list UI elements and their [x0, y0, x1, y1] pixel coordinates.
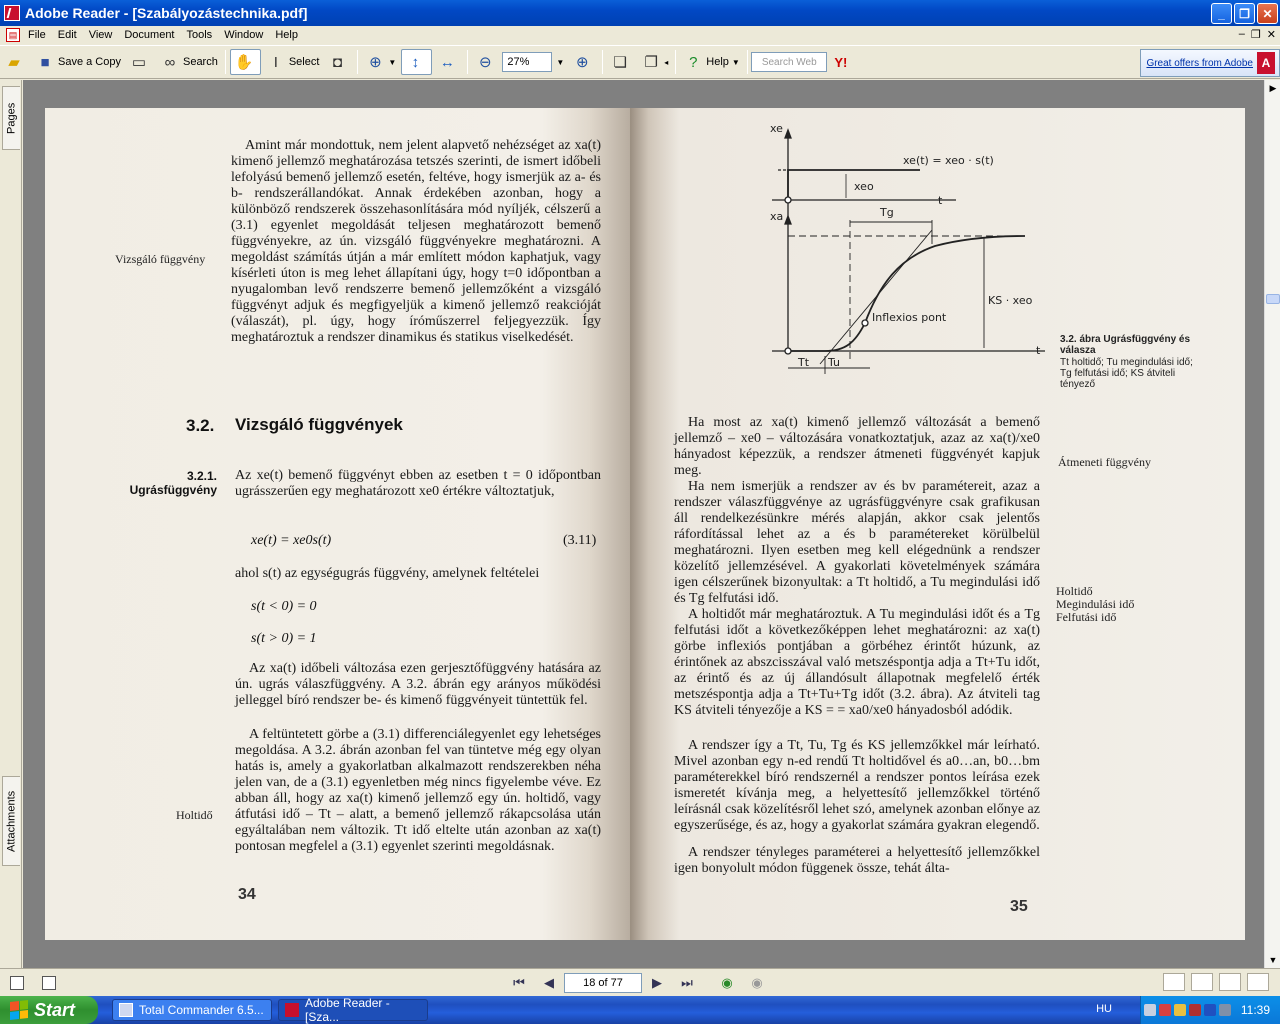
- search-button[interactable]: [157, 49, 221, 75]
- select-tool-button[interactable]: [263, 49, 323, 75]
- separator: [357, 50, 358, 74]
- inflection-point: [862, 320, 868, 326]
- fit-width-icon: ↔: [439, 53, 455, 71]
- zoom-tool-button[interactable]: [362, 49, 399, 75]
- network-icon[interactable]: [1144, 1004, 1156, 1016]
- shield-icon[interactable]: [1159, 1004, 1171, 1016]
- left-page: [45, 108, 630, 940]
- origin-point-bottom: [785, 348, 791, 354]
- drive-icon[interactable]: [1219, 1004, 1231, 1016]
- camera-icon: ◘: [332, 53, 342, 71]
- navigation-pane: [0, 80, 22, 968]
- zoom-dropdown-icon[interactable]: ▼: [556, 57, 565, 67]
- zoom-in-button[interactable]: [569, 49, 598, 75]
- left-para-2: Az xe(t) bemenő függvényt ebben az esetben t = 0 időpontban ugrásszerűen egy meghatározott xe0 értékre változtatjuk,: [235, 468, 601, 499]
- antivirus-icon[interactable]: [1189, 1004, 1201, 1016]
- restore-button[interactable]: ❐: [1234, 3, 1255, 24]
- attachments-tab[interactable]: Attachments: [2, 776, 20, 866]
- folder-open-icon: ▰: [8, 54, 20, 71]
- nav-pane-toggle-icon[interactable]: [10, 976, 24, 990]
- adobe-reader-icon: [4, 5, 20, 21]
- options-icon[interactable]: [42, 976, 56, 990]
- fig-label-equation: xe(t) = xeo · s(t): [903, 154, 994, 167]
- margin-note-vizsgalo: Vizsgáló függvény: [115, 252, 206, 266]
- system-tray: [1140, 996, 1280, 1024]
- scroll-down-icon[interactable]: ▼: [1268, 955, 1278, 965]
- fit-width-button[interactable]: [434, 49, 463, 75]
- tangent-line: [820, 230, 932, 364]
- zoom-out-button[interactable]: [472, 49, 501, 75]
- menu-bar: [0, 26, 1280, 44]
- fig-label-inflexios: Inflexios pont: [872, 311, 947, 324]
- page-number-input[interactable]: 18 of 77: [564, 973, 642, 993]
- fig-label-tg: Tg: [880, 206, 894, 219]
- left-para-1: Amint már mondottuk, nem jelent alapvető nehézséget az xa(t) kimenő jellemző meghatározása tetszés szerinti, de ismert időbeli lefolyású bemenő jellemző esetén, feltéve, hogy ismerjük az a- és b- rendszerállandókat. Annak érdekében azonban, hogy a különböző rendszerek összehasonlítására mód nyíljék, célszerű a (3.1) egyenlet megoldását teljesen meghatározott bemenő függvényekre, az ún. vizsgáló függvényekre meghatározni. A megoldást számítás útján a már említett módon kaphatjuk, vagy kísérleti úton is meg lehet állapítani úgy, hogy t=0 időpontban a nyugalomban levő rendszerre bemenő jellemzőként a vizsgáló függvényt adjuk és megfigyeljük a kimenő jellemző reakcióját (válaszát), pl. úgy, hogy íróműszerrel feljegyezzük. Így meghatároztuk a rendszer dinamikus és statikus viselkedését.: [231, 138, 601, 345]
- vertical-scrollbar[interactable]: [1264, 80, 1280, 968]
- pages-icon: ❐: [644, 54, 658, 71]
- floppy-icon: ■: [40, 53, 50, 71]
- page-rotate-icon: ❏: [613, 54, 627, 71]
- equation-s-neg: s(t < 0) = 0: [251, 599, 317, 614]
- taskbar: [0, 996, 1280, 1024]
- binoculars-icon: ∞: [164, 53, 176, 71]
- margin-note-holtido-group: Holtidő Megindulási idő Felfutási idő: [1056, 584, 1135, 624]
- hand-icon: ✋: [234, 54, 254, 71]
- print-button[interactable]: [126, 49, 155, 75]
- menu-help[interactable]: Help: [275, 29, 298, 41]
- continuous-facing-layout-button[interactable]: [1247, 973, 1269, 991]
- menu-tools[interactable]: Tools: [186, 29, 213, 41]
- fig-label-ks: KS · xeo: [988, 294, 1033, 307]
- back-view-button[interactable]: ◉: [721, 975, 733, 990]
- plus-circle-icon: ⊕: [575, 54, 589, 71]
- figure-caption-title: 3.2. ábra Ugrásfüggvény és válasza: [1060, 334, 1191, 356]
- windows-logo-icon: [10, 1000, 28, 1020]
- start-button[interactable]: [0, 996, 98, 1024]
- margin-note-atmeneti: Átmeneti függvény: [1058, 455, 1151, 469]
- menu-view[interactable]: View: [88, 29, 113, 41]
- fit-page-button[interactable]: [401, 49, 432, 75]
- minimize-button[interactable]: _: [1211, 3, 1232, 24]
- bluetooth-icon[interactable]: [1204, 1004, 1216, 1016]
- menu-window[interactable]: Window: [224, 29, 264, 41]
- fig-label-xeo: xeo: [854, 180, 874, 193]
- equation-s-pos: s(t > 0) = 1: [251, 631, 317, 646]
- printer-icon: ▭: [131, 54, 147, 71]
- fig-label-t-top: t: [938, 194, 943, 207]
- menu-file[interactable]: File: [28, 29, 46, 41]
- save-copy-label: Save a Copy: [58, 56, 121, 68]
- page-spread: [45, 108, 1245, 940]
- left-para-3: ahol s(t) az egységugrás függvény, amelynek feltételei: [235, 566, 540, 581]
- equation-3-11: xe(t) = xe0s(t): [251, 533, 332, 548]
- right-page: [630, 108, 1245, 940]
- right-para-5: A rendszer tényleges paraméterei a helyettesítő jellemzőkkel igen bonyolult módon függenek össze, tehát álta-: [674, 845, 1040, 876]
- doc-restore-icon[interactable]: ❐: [1250, 29, 1261, 41]
- total-commander-icon: [119, 1003, 133, 1017]
- toolbar: [0, 45, 1280, 79]
- help-button[interactable]: [680, 49, 743, 75]
- right-para-3: A holtidőt már meghatároztuk. A Tu megindulási időt és a Tg felfutási időt a következőképpen lehet meghatározni: az xa(t) görbe inflexiós pontjában a görbéhez érintőt húzunk, az érintőnek az abszcisszával való metszéspontja adja a Tt+Tu időt, az érintő és az új állandósult állapotnak megfelelő érték metszéspontja adja a Tt+Tu+Tg időt (3.2. ábra). Az átviteli tag KS átviteli tényezője a KS = = xa0/xe0 hányadosból adódik.: [674, 607, 1040, 718]
- forward-view-button[interactable]: ◉: [751, 975, 763, 990]
- task-label-total-commander: Total Commander 6.5...: [139, 1003, 264, 1017]
- title-bar[interactable]: [0, 0, 1280, 26]
- doc-close-icon[interactable]: ✕: [1266, 29, 1276, 41]
- snapshot-button[interactable]: [324, 49, 353, 75]
- facing-layout-button[interactable]: [1219, 973, 1241, 991]
- menu-edit[interactable]: Edit: [57, 29, 77, 41]
- fig-label-t-bottom: t: [1036, 344, 1041, 357]
- minus-circle-icon: ⊖: [479, 54, 492, 71]
- search-web-input[interactable]: Search Web: [751, 52, 827, 72]
- xe-arrow: [785, 130, 791, 138]
- separator: [602, 50, 603, 74]
- clock[interactable]: 11:39: [1240, 1003, 1270, 1017]
- separator: [225, 50, 226, 74]
- menu-document[interactable]: Document: [124, 29, 175, 41]
- task-adobe-reader[interactable]: [278, 996, 428, 1024]
- fig-label-tu: Tu: [828, 356, 841, 369]
- equation-number: (3.11): [563, 533, 597, 548]
- right-para-1: Ha most az xa(t) kimenő jellemző változását a bemenő jellemző – xe0 – változására vonatkoztatjuk, azaz az xa(t)/xe0 hányadost képezzük, a rendszer átmeneti függvényét kapjuk meg.: [674, 415, 1040, 478]
- page-number-left: 34: [238, 886, 256, 903]
- right-para-4: A rendszer így a Tt, Tu, Tg és KS jellemzőkkel már leírható. Mivel azonban egy n-ed rendű Tt holtidővel és a0…an, b0…bm paraméterekkel bíró rendszernél a rendszer pontos leírása ezek ismeretét kívánja meg, a helyettesítő jellemzőkkel történő leírásnál csak közelítésről lehet szó, amelynek azonban előnye az egyszerűsége, és az, hogy a gyakorlat számára gyakran elegendő.: [674, 738, 1040, 833]
- chevron-down-icon: ▼: [731, 57, 740, 67]
- close-button[interactable]: ✕: [1257, 3, 1278, 24]
- adobe-offers-link[interactable]: Great offers from Adobe: [1146, 57, 1253, 69]
- scroll-up-icon[interactable]: ▶: [1269, 82, 1277, 93]
- status-bar: [0, 968, 1280, 996]
- previous-page-button[interactable]: ◀: [544, 975, 554, 990]
- language-indicator[interactable]: HU: [1096, 1003, 1112, 1015]
- fig-label-xa: xa: [770, 210, 784, 223]
- left-para-4: Az xa(t) időbeli változása ezen gerjesztőfüggvény hatására az ún. ugrás válaszfüggvény. A 3.2. ábrán egy arányos működési jelleggel bíró rendszer be- és kimenő függvényeit tüntettük fel.: [235, 661, 601, 708]
- open-button[interactable]: [1, 49, 30, 75]
- fig-label-xe: xe: [770, 122, 783, 135]
- adobe-reader-task-icon: [285, 1003, 299, 1017]
- start-label: Start: [34, 999, 76, 1020]
- text-cursor-icon: I: [273, 53, 278, 71]
- search-label: Search: [182, 56, 218, 68]
- margin-note-holtido: Holtidő: [176, 808, 213, 822]
- adobe-logo-icon: A: [1257, 52, 1275, 74]
- separator: [467, 50, 468, 74]
- xa-arrow: [785, 216, 791, 224]
- window-title: Adobe Reader - [Szabályozástechnika.pdf]: [25, 5, 308, 21]
- page-number-right: 35: [1010, 898, 1028, 915]
- separator: [675, 50, 676, 74]
- step-response-figure: [720, 118, 1050, 393]
- speaker-icon[interactable]: [1174, 1004, 1186, 1016]
- fig-label-tt: Tt: [798, 356, 810, 369]
- fit-page-icon: ↕: [411, 53, 420, 71]
- doc-minimize-icon[interactable]: –: [1238, 28, 1245, 40]
- two-page-button[interactable]: [638, 49, 671, 75]
- save-copy-button[interactable]: [32, 49, 124, 75]
- right-para-2: Ha nem ismerjük a rendszer av és bv paramétereit, azaz a rendszer válaszfüggvénye az ugrásfüggvényre csak grafikusan áll rendelkezésünkre mérés alapján, akkor csak jelentős ráfordítással lehet az a és b paramétereket körülbelül meghatározni. Ilyen esetben meg kell elégednünk a rendszer közelítő jellemzésével. A gyakorlati követelmények számára igen célszerűnek bizonyultak: a Tt holtidő, a Tu megindulási idő és Tg felfutási idő.: [674, 479, 1040, 606]
- document-view[interactable]: [23, 80, 1264, 968]
- help-label: Help: [706, 56, 729, 68]
- chevron-left-icon: ◂: [664, 57, 669, 67]
- help-icon: ?: [689, 53, 698, 71]
- section-title: Vizsgáló függvények: [235, 415, 403, 434]
- left-para-5: A feltüntetett görbe a (3.1) differenciálegyenlet egy lehetséges megoldása. A 3.2. ábrán azonban fel van tüntetve még egy olyan hatás is, amely a gyakorlatban alkalmazott rendszerekben néha jelen van, de a (3.1) egyenletben még nincs figyelembe véve. Ez abban áll, hogy az xa(t) kimenő jellemző egy ún. holtidő, vagy átfutási idő – Tt – alatt, a bemenő jellemző rákapcsolása után egyáltalában nem változik. Tt idő eltelte után azonban az xa(t) pontosan megfelel a (3.1) egyenlet szerinti megoldásnak.: [235, 727, 601, 854]
- task-total-commander[interactable]: [112, 999, 272, 1021]
- pages-tab[interactable]: Pages: [2, 86, 20, 150]
- task-label-adobe-reader: Adobe Reader - [Sza...: [304, 996, 390, 1024]
- select-label: Select: [288, 56, 320, 68]
- magnifier-icon: ⊕: [369, 54, 382, 71]
- hand-tool-button[interactable]: [230, 49, 261, 75]
- last-page-button[interactable]: ⏭: [681, 975, 693, 990]
- rotate-button[interactable]: [607, 49, 636, 75]
- document-icon[interactable]: ▤: [6, 28, 20, 42]
- scroll-thumb[interactable]: [1266, 294, 1280, 304]
- figure-caption-body: Tt holtidő; Tu megindulási idő; Tg felfutási idő; KS átviteli tényező: [1060, 357, 1193, 390]
- first-page-button[interactable]: ⏮: [513, 975, 525, 990]
- continuous-layout-button[interactable]: [1191, 973, 1213, 991]
- section-number: 3.2.: [186, 416, 215, 435]
- yahoo-button[interactable]: [828, 49, 857, 75]
- adobe-offers-box[interactable]: [1140, 49, 1280, 77]
- next-page-button[interactable]: ▶: [652, 975, 662, 990]
- separator: [747, 50, 748, 74]
- zoom-input[interactable]: 27%: [502, 52, 552, 72]
- subsection-heading: 3.2.1. Ugrásfüggvény: [129, 469, 217, 497]
- origin-point-top: [785, 197, 791, 203]
- single-page-layout-button[interactable]: [1163, 973, 1185, 991]
- chevron-down-icon: ▼: [388, 57, 397, 67]
- yahoo-icon: Y!: [834, 54, 848, 70]
